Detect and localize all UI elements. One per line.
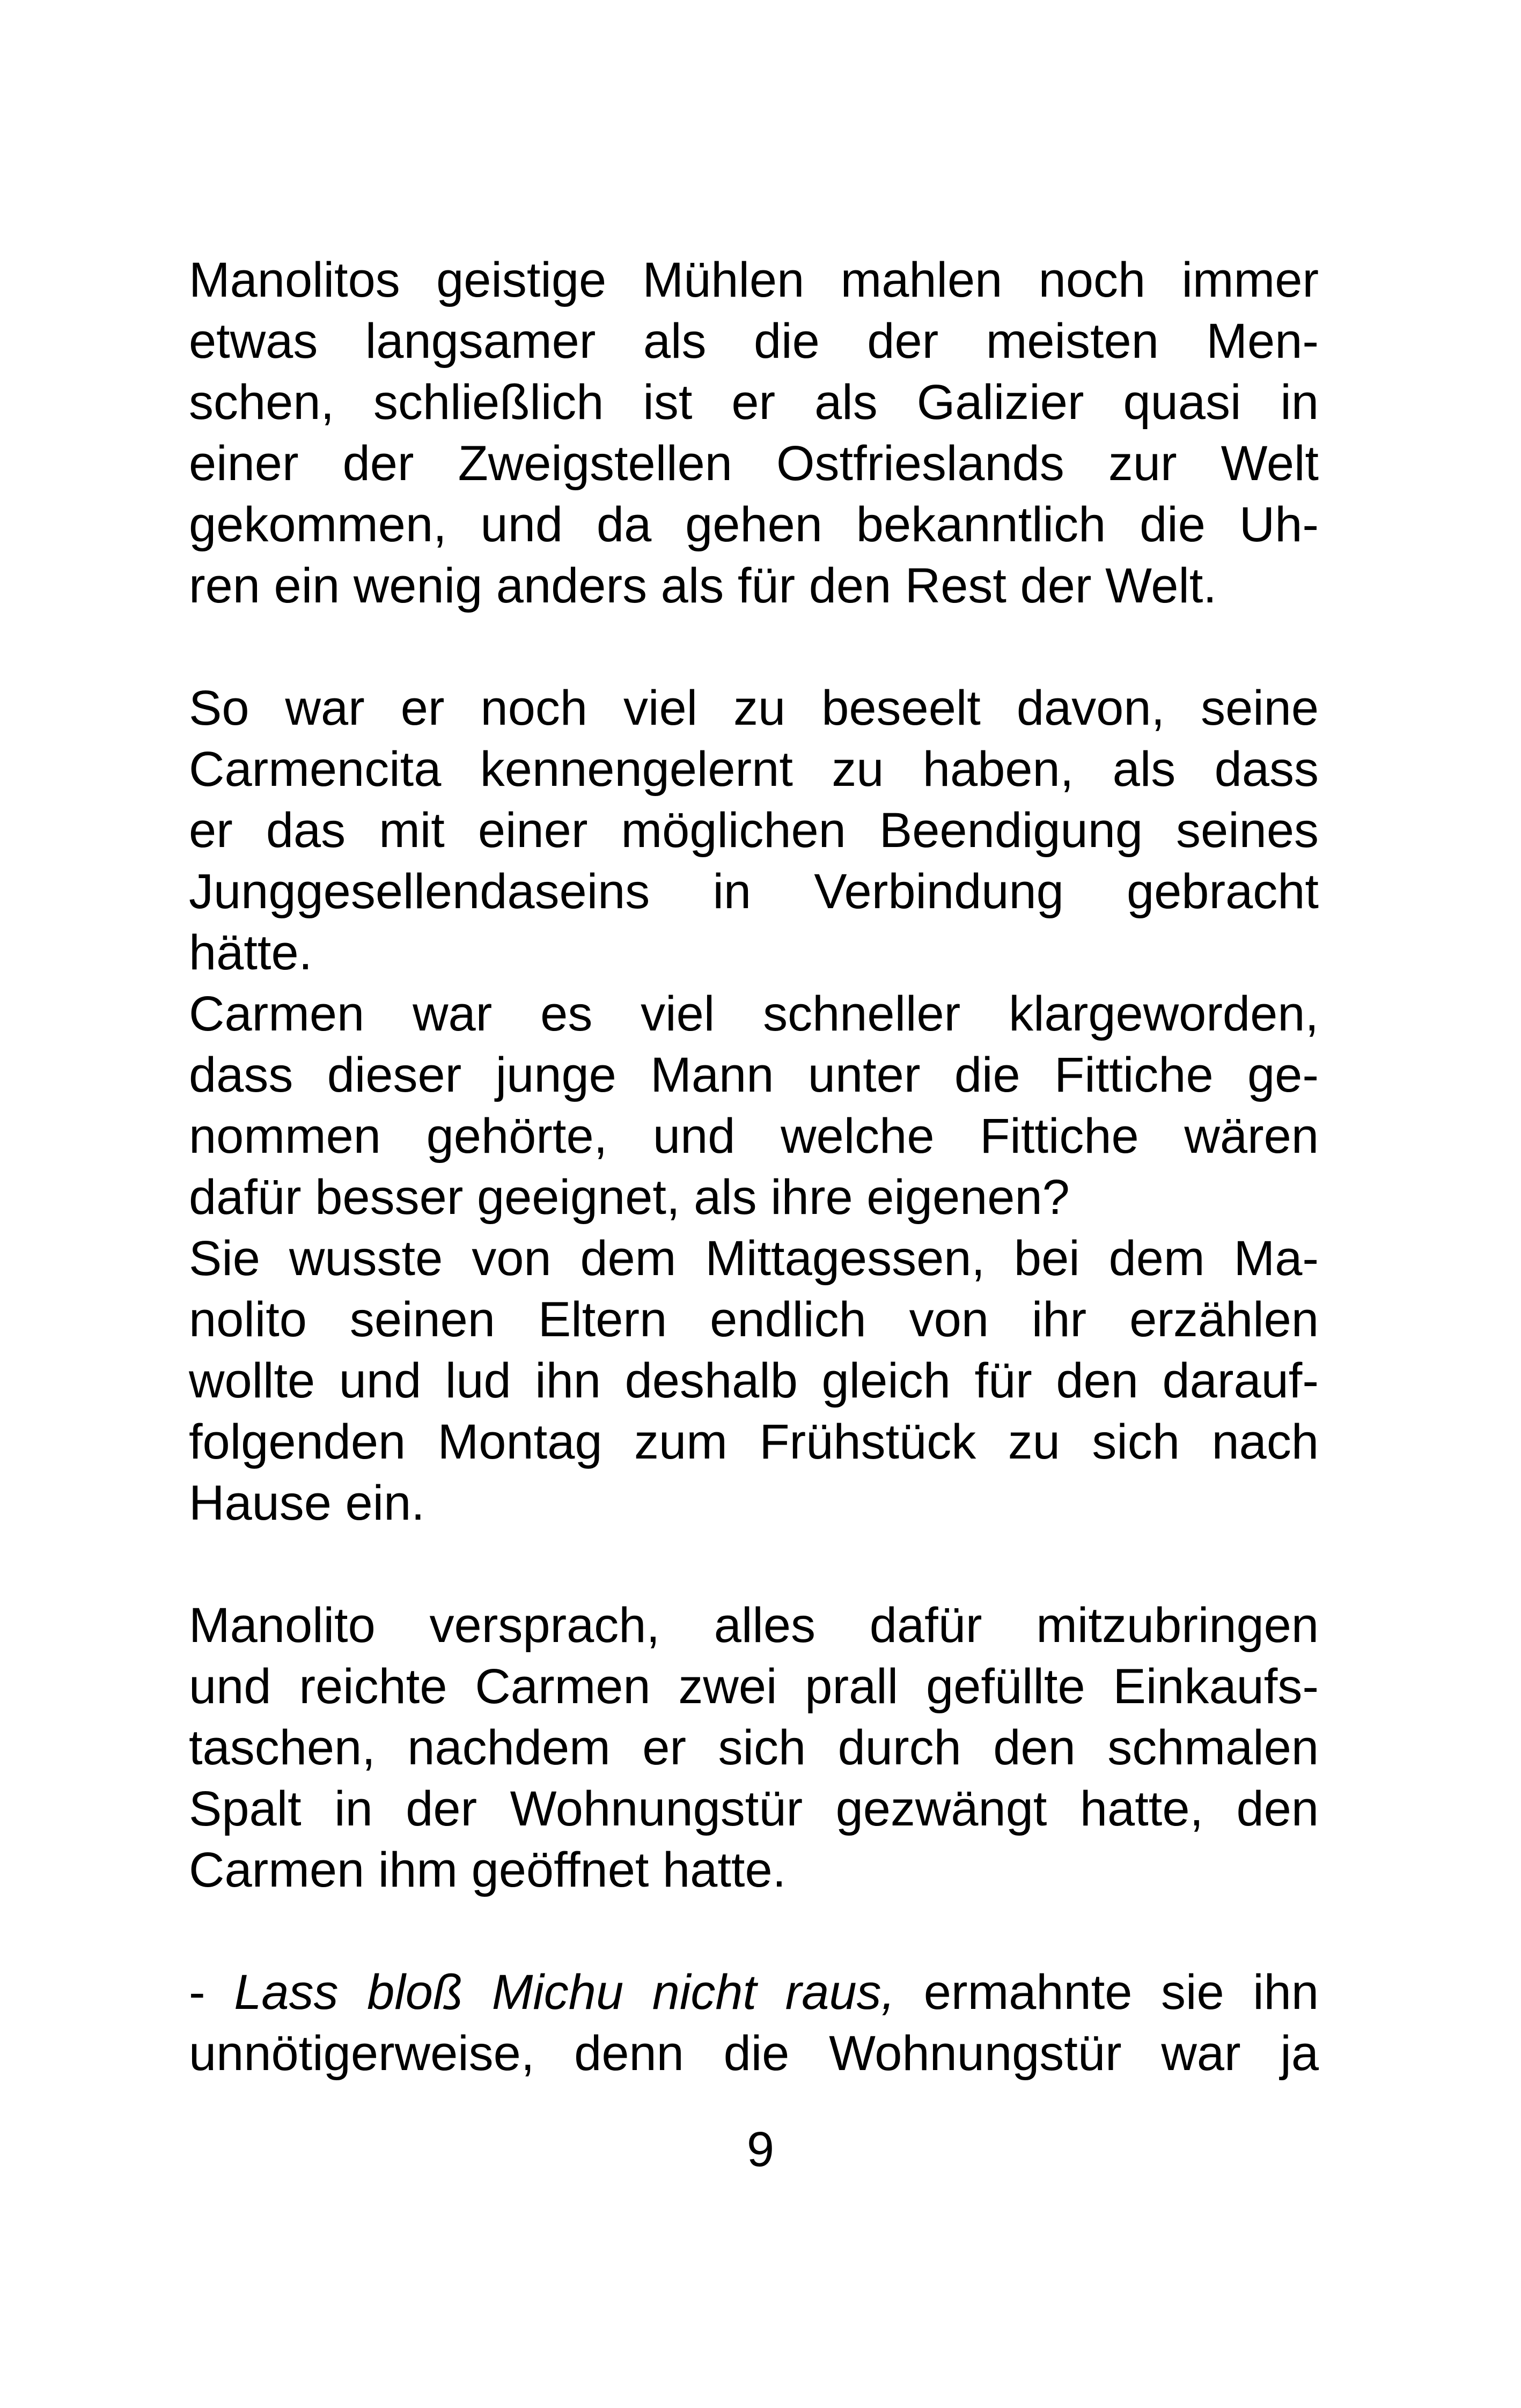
text-line: Junggesellendaseins in Verbindung gebracht — [189, 864, 1319, 919]
text-line: dafür besser geeignet, als ihre eigenen? — [189, 1170, 1070, 1225]
text-line: Carmen war es viel schneller klargeworden, — [189, 986, 1319, 1041]
text-line: schen, schließlich ist er als Galizier quasi in — [189, 375, 1319, 430]
text-line: einer der Zweigstellen Ostfrieslands zur Welt — [189, 436, 1319, 491]
text-line: etwas langsamer als die der meisten Men- — [189, 314, 1319, 369]
paragraph-3 — [189, 983, 1319, 1228]
text-line: ren ein wenig anders als für den Rest der Welt. — [189, 558, 1217, 613]
italic-quote: Lass bloß Michu nicht raus, — [234, 1965, 895, 2020]
text-line: wollte und lud ihn deshalb gleich für den darauf- — [189, 1353, 1319, 1408]
paragraph-1 — [189, 249, 1319, 616]
text-line: Spalt in der Wohnungstür gezwängt hatte, den — [189, 1781, 1319, 1836]
text-line: unnötigerweise, denn die Wohnungstür war ja — [189, 2026, 1319, 2081]
text-line: Hause ein. — [189, 1476, 425, 1530]
text-line: folgenden Montag zum Frühstück zu sich nach — [189, 1415, 1319, 1469]
text-line: So war er noch viel zu beseelt davon, seine — [189, 681, 1319, 735]
paragraph-4 — [189, 1228, 1319, 1534]
text-line: Sie wusste von dem Mittagessen, bei dem Ma- — [189, 1231, 1319, 1286]
paragraph-5 — [189, 1595, 1319, 1901]
text-line: taschen, nachdem er sich durch den schmalen — [189, 1720, 1319, 1775]
text-line: Manolito versprach, alles dafür mitzubringen — [189, 1598, 1319, 1653]
paragraph-gap — [189, 616, 1319, 678]
page-number: 9 — [746, 2122, 775, 2177]
dialogue-dash: - — [189, 1965, 234, 2020]
text-line: nolito seinen Eltern endlich von ihr erzählen — [189, 1292, 1319, 1347]
text-line: dass dieser junge Mann unter die Fittiche ge- — [189, 1048, 1319, 1102]
text-line: Carmencita kennengelernt zu haben, als dass — [189, 742, 1319, 797]
paragraph-gap — [189, 1534, 1319, 1595]
page-body — [189, 249, 1319, 2084]
text-line: nommen gehörte, und welche Fittiche wären — [189, 1109, 1319, 1164]
dialogue-line — [189, 1962, 1319, 2023]
paragraph-2 — [189, 678, 1319, 983]
text-line: hätte. — [189, 925, 313, 980]
text-line: Manolitos geistige Mühlen mahlen noch immer — [189, 253, 1319, 307]
paragraph-gap — [189, 1901, 1319, 1962]
paragraph-6 — [189, 1962, 1319, 2084]
dialogue-continuation: ermahnte sie ihn — [923, 1965, 1319, 2020]
text-line: gekommen, und da gehen bekanntlich die Uh- — [189, 497, 1319, 552]
text-line: Carmen ihm geöffnet hatte. — [189, 1843, 787, 1897]
text-line: er das mit einer möglichen Beendigung seines — [189, 803, 1319, 858]
text-line: und reichte Carmen zwei prall gefüllte Einkaufs- — [189, 1659, 1319, 1714]
